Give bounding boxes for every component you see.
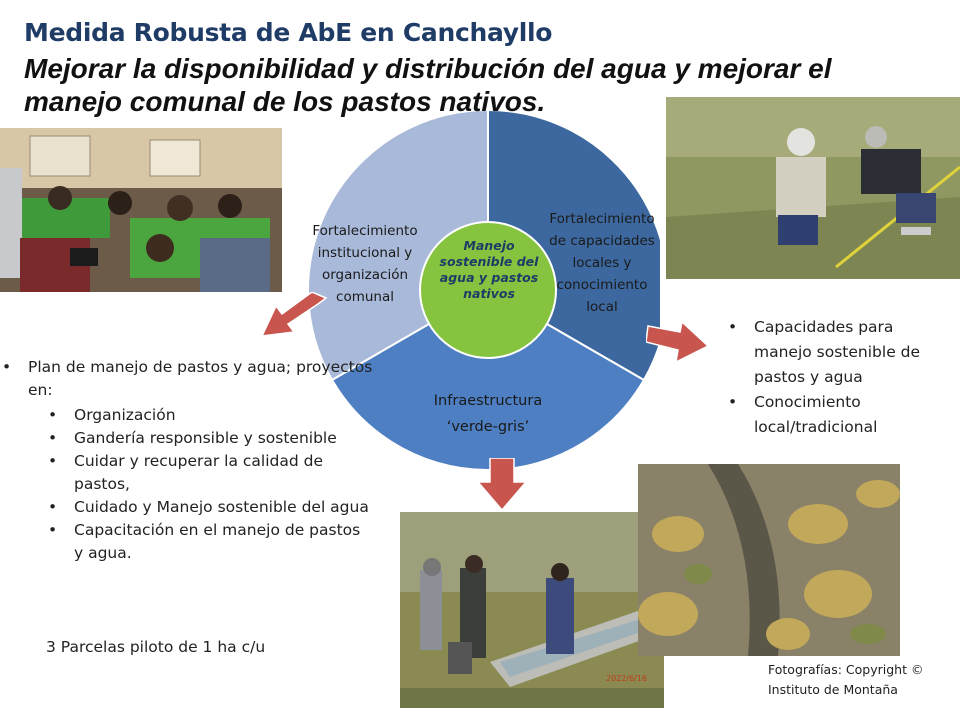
list-item: • Organización (48, 404, 374, 427)
arrow-to-right (646, 318, 710, 364)
arrow-to-left (256, 292, 328, 342)
list-item: • Cuidado y Manejo sostenible del agua (48, 496, 374, 519)
list-item: • Capacitación en el manejo de pastos y agua. (48, 519, 374, 565)
list-item: • Conocimiento local/tradicional (728, 390, 953, 440)
photo-credit: Fotografías: Copyright © Instituto de Montaña (768, 662, 924, 697)
page-title: Medida Robusta de AbE en Canchayllo (24, 18, 553, 47)
list-item-plan: • Plan de manejo de pastos y agua; proyectos en: • Organización • Gandería responsible y sostenible • Cuidar y recuperar la calidad de pastos, • Cuidado y Manejo sostenible del agua • Capacitación en el manejo de pastos y agua. (2, 356, 374, 565)
center-label: Manejo sostenible del agua y pastos nativos (439, 238, 539, 301)
right-bullet-list (728, 315, 953, 440)
list-item: • Capacidades para manejo sostenible de pastos y agua (728, 315, 953, 390)
list-item: • Cuidar y recuperar la calidad de pastos, (48, 450, 374, 496)
pilot-plots-note: 3 Parcelas piloto de 1 ha c/u (46, 638, 266, 656)
page-subtitle: Mejorar la disponibilidad y distribución del agua y mejorar el manejo comunal de los pastos nativos. (24, 53, 832, 117)
left-bullet-list (2, 356, 374, 565)
photo-date-stamp: 2022/6/16 (606, 674, 648, 683)
segment-label-infrastructure: Infraestructura ‘verde-gris’ (433, 393, 543, 435)
segment-label-institutional: Fortalecimiento institucional y organización comunal (312, 223, 418, 305)
list-item: • Gandería responsible y sostenible (48, 427, 374, 450)
grassland-photo (638, 464, 900, 656)
segment-label-capacity: Fortalecimiento de capacidades locales y conocimiento local (549, 211, 655, 315)
arrow-down (476, 458, 528, 512)
canal-photo (400, 512, 664, 708)
workshop-photo (0, 128, 282, 292)
fieldwork-photo (666, 97, 960, 279)
